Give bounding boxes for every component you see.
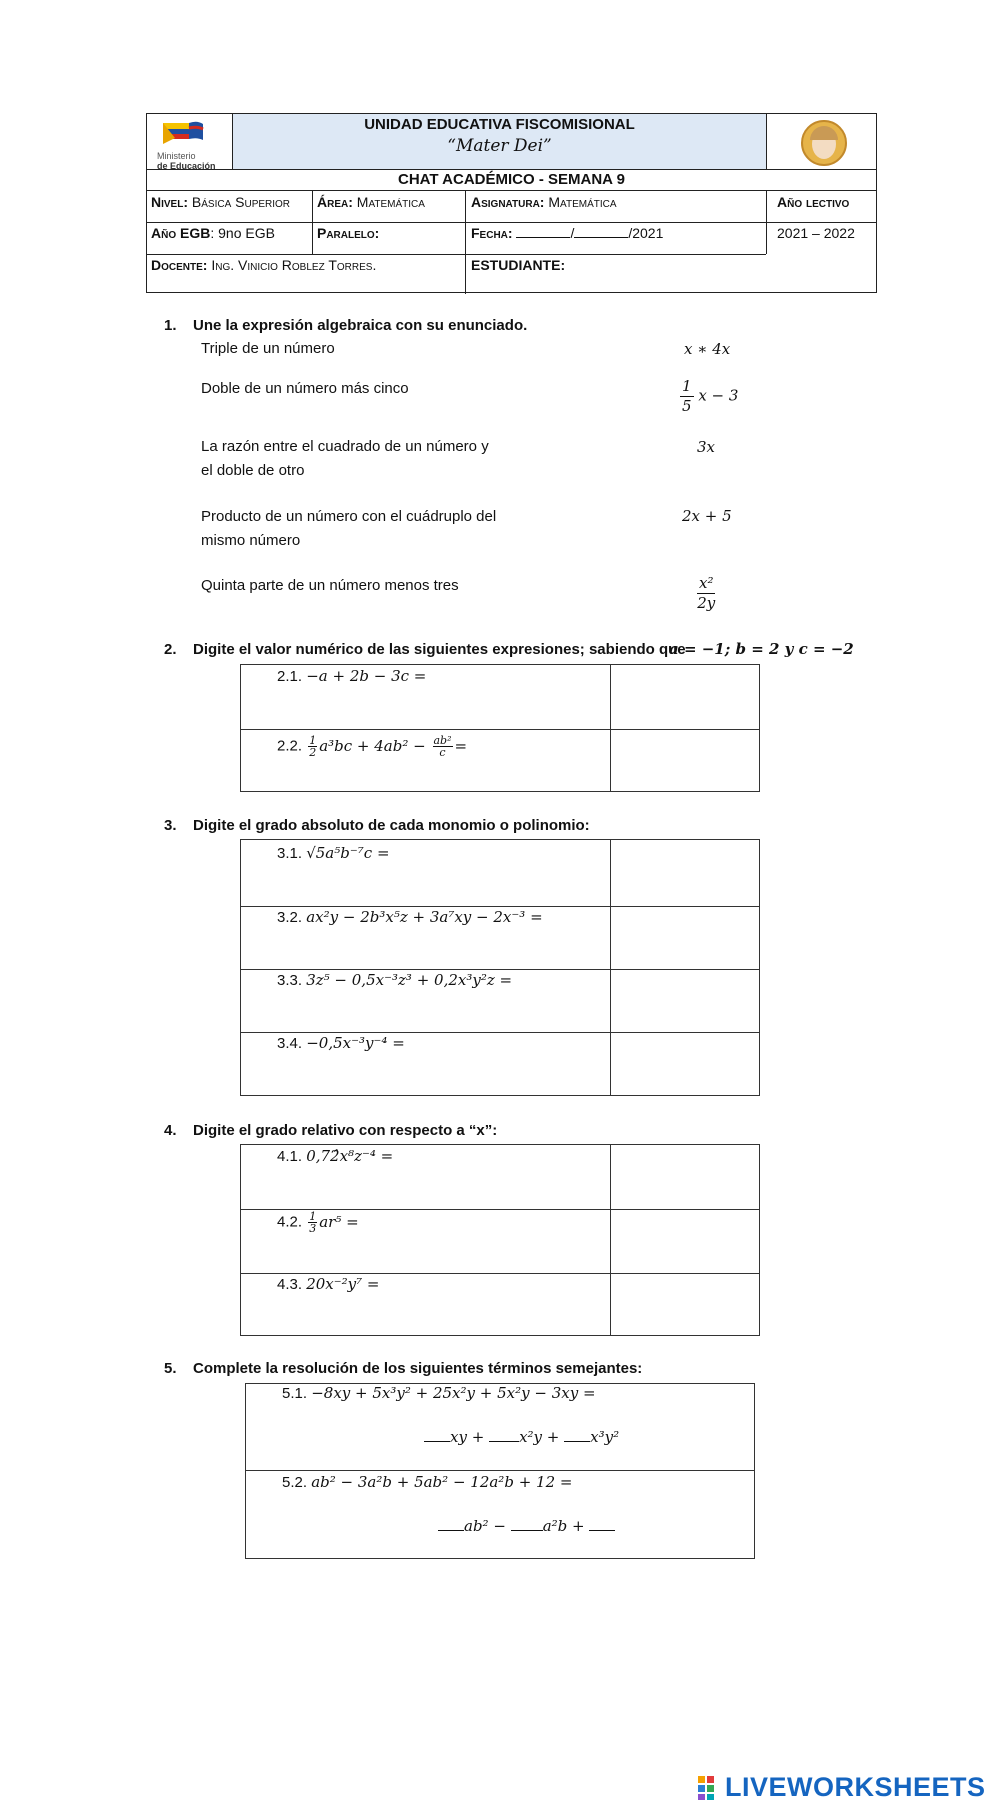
docente-value: Ing. Vinicio Roblez Torres.: [211, 257, 377, 273]
q1-expr-e-num: x²: [699, 574, 714, 592]
q3-item-3-label: 3.3.: [277, 972, 303, 989]
q2-item-2-frac2-num: ab²: [433, 734, 452, 747]
ministry-emblem-icon: [157, 120, 227, 146]
q2-title: Digite el valor numérico de las siguientes expresiones; sabiendo que: [193, 641, 686, 658]
q4-item-3-expr: 20x⁻²y⁷ =: [306, 1275, 380, 1293]
q2-number: 2.: [164, 641, 177, 658]
fecha-day-blank[interactable]: [516, 237, 570, 238]
q1-expr-d[interactable]: 2x + 5: [682, 507, 732, 525]
nivel-value: Básica Superior: [191, 194, 291, 210]
q4-item-1-label: 4.1.: [277, 1148, 303, 1165]
anio-lectivo-value: 2021 – 2022: [777, 225, 855, 241]
liveworksheets-icon: [697, 1775, 723, 1801]
q1-expr-e-den: 2y: [697, 594, 716, 612]
q3-item-2-label: 3.2.: [277, 909, 303, 926]
q1-expr-a[interactable]: x ∗ 4x: [684, 340, 731, 358]
q5-1-blank-3[interactable]: [564, 1441, 590, 1442]
area-value: Matemática: [356, 194, 425, 210]
q1-number: 1.: [164, 317, 177, 334]
area-cell: [317, 194, 425, 210]
q1-title: Une la expresión algebraica con su enunciado.: [193, 317, 528, 334]
asignatura-label: Asignatura:: [471, 194, 545, 210]
q5-2-blank-3[interactable]: [589, 1530, 615, 1531]
q1-expr-b-den: 5: [682, 397, 692, 415]
docente-label: Docente:: [151, 257, 208, 273]
ministry-logo: [157, 120, 227, 171]
anio-egb-label: Año EGB: [151, 225, 211, 241]
q3-item-1-label: 3.1.: [277, 845, 303, 862]
q2-item-2-mid: a³bc + 4ab² −: [319, 736, 426, 755]
q5-1-blank-1[interactable]: [424, 1441, 450, 1442]
q5-item-1-answer: [424, 1428, 619, 1446]
q5-1-term-2: x²y +: [519, 1428, 560, 1446]
anio-egb-value: : 9no EGB: [210, 225, 275, 241]
q2-answer-2[interactable]: [611, 730, 760, 791]
q2-item-2-frac1-num: 1: [309, 734, 317, 747]
estudiante-label: ESTUDIANTE:: [471, 257, 566, 273]
ministry-line1: Ministerio: [157, 151, 196, 161]
q2-item-2-label: 2.2.: [277, 737, 303, 755]
q3-number: 3.: [164, 817, 177, 834]
q1-statement-1[interactable]: Triple de un número: [201, 340, 335, 357]
fecha-month-blank[interactable]: [574, 237, 628, 238]
q1-statement-4a[interactable]: Producto de un número con el cuádruplo del: [201, 508, 497, 525]
q4-item-2-label: 4.2.: [277, 1213, 303, 1231]
q5-2-blank-2[interactable]: [511, 1530, 543, 1531]
q2-item-1: [277, 667, 426, 685]
q5-2-term-1: ab² −: [464, 1517, 506, 1535]
q1-expr-c[interactable]: 3x: [697, 438, 716, 456]
asignatura-value: Matemática: [548, 194, 617, 210]
q4-title: Digite el grado relativo con respecto a “x”:: [193, 1122, 498, 1139]
q3-item-4-expr: −0,5x⁻³y⁻⁴ =: [306, 1034, 405, 1052]
q2-table: [240, 664, 760, 792]
q1-expr-e[interactable]: [697, 574, 715, 613]
q3-item-3: [277, 971, 512, 989]
nivel-cell: [151, 194, 290, 210]
q4-answer-2[interactable]: [611, 1210, 760, 1272]
q3-item-4: [277, 1034, 405, 1052]
q2-item-2-frac2-den: c: [439, 746, 446, 759]
q3-answer-3[interactable]: [611, 970, 760, 1031]
q4-item-2: [277, 1211, 359, 1234]
chat-title: CHAT ACADÉMICO - SEMANA 9: [398, 171, 625, 188]
q5-1-term-3: x³y²: [590, 1428, 620, 1446]
paralelo-label: Paralelo:: [317, 225, 380, 241]
ministry-line2: de Educación: [157, 161, 216, 171]
anio-egb-cell: [151, 225, 275, 241]
q5-item-1-label: 5.1.: [282, 1385, 308, 1402]
q5-item-2-label: 5.2.: [282, 1474, 308, 1491]
q4-item-2-frac-num: 1: [309, 1210, 317, 1223]
q1-statement-4b[interactable]: mismo número: [201, 532, 301, 549]
q3-item-3-expr: 3z⁵ − 0,5x⁻³z³ + 0,2x³y²z =: [306, 971, 513, 989]
q4-item-3: [277, 1275, 380, 1293]
q1-statement-3b[interactable]: el doble de otro: [201, 462, 305, 479]
liveworksheets-brand: LIVEWORKSHEETS: [725, 1772, 986, 1802]
q3-answer-4[interactable]: [611, 1033, 760, 1095]
fecha-label: Fecha:: [471, 225, 513, 241]
q3-title: Digite el grado absoluto de cada monomio o polinomio:: [193, 817, 590, 834]
q4-number: 4.: [164, 1122, 177, 1139]
q3-table: [240, 839, 760, 1096]
q2-item-2-end: =: [454, 736, 468, 755]
q5-item-1: [282, 1384, 596, 1402]
q1-statement-5[interactable]: Quinta parte de un número menos tres: [201, 577, 459, 594]
q2-item-1-label: 2.1.: [277, 668, 303, 685]
q4-answer-1[interactable]: [611, 1145, 760, 1208]
q4-item-2-frac-den: 3: [309, 1222, 317, 1235]
q1-expr-b-num: 1: [682, 377, 692, 395]
q3-item-4-label: 3.4.: [277, 1035, 303, 1052]
docente-cell: [151, 257, 376, 273]
q2-item-1-expr: −a + 2b − 3c =: [306, 667, 427, 685]
fecha-separator: /: [570, 225, 575, 241]
q5-item-1-expr: −8xy + 5x³y² + 25x²y + 5x²y − 3xy =: [311, 1384, 596, 1402]
q3-item-2: [277, 908, 543, 926]
school-seal-icon: [801, 120, 847, 166]
asignatura-cell: [471, 194, 617, 210]
q5-item-2-expr: ab² − 3a²b + 5ab² − 12a²b + 12 =: [311, 1473, 573, 1491]
fecha-year: /2021: [628, 225, 664, 241]
q4-answer-3[interactable]: [611, 1274, 760, 1335]
q5-2-blank-1[interactable]: [438, 1530, 464, 1531]
liveworksheets-logo: [697, 1772, 986, 1803]
q2-item-2-frac1-den: 2: [309, 746, 317, 759]
q4-item-2-expr: ar⁵ =: [319, 1212, 359, 1231]
q3-answer-1[interactable]: [611, 840, 760, 905]
q3-answer-2[interactable]: [611, 907, 760, 968]
q3-item-1-expr: √5a⁵b⁻⁷c =: [306, 844, 390, 862]
q5-1-blank-2[interactable]: [489, 1441, 519, 1442]
anio-lectivo-label: Año lectivo: [777, 194, 850, 210]
q5-table: [245, 1383, 755, 1559]
q1-expr-b-rest: x − 3: [698, 386, 739, 405]
q4-item-1-expr: 0,72̂x⁸z⁻⁴ =: [306, 1147, 394, 1165]
q2-answer-1[interactable]: [611, 665, 760, 728]
header-table: [146, 113, 877, 293]
q4-item-3-label: 4.3.: [277, 1276, 303, 1293]
q4-table: [240, 1144, 760, 1336]
q5-title: Complete la resolución de los siguientes términos semejantes:: [193, 1360, 643, 1377]
q2-item-2: [277, 735, 467, 758]
q2-given-values: a = −1; b = 2 y c = −2: [669, 640, 854, 658]
q5-1-term-1: xy +: [450, 1428, 485, 1446]
q5-2-term-2: a²b +: [542, 1517, 585, 1535]
q1-expr-b[interactable]: [680, 377, 738, 416]
q3-item-1: [277, 844, 390, 862]
q5-item-2: [282, 1473, 572, 1491]
school-name: UNIDAD EDUCATIVA FISCOMISIONAL: [364, 116, 635, 133]
q5-number: 5.: [164, 1360, 177, 1377]
fecha-cell[interactable]: [471, 225, 761, 241]
q3-item-2-expr: ax²y − 2b³x⁵z + 3a⁷xy − 2x⁻³ =: [306, 908, 543, 926]
nivel-label: Nivel:: [151, 194, 188, 210]
q1-statement-2[interactable]: Doble de un número más cinco: [201, 380, 409, 397]
area-label: Área:: [317, 194, 353, 210]
q4-item-1: [277, 1147, 393, 1165]
school-motto: “Mater Dei”: [447, 136, 552, 156]
q5-item-2-answer: [438, 1517, 615, 1535]
q1-statement-3a[interactable]: La razón entre el cuadrado de un número y: [201, 438, 489, 455]
